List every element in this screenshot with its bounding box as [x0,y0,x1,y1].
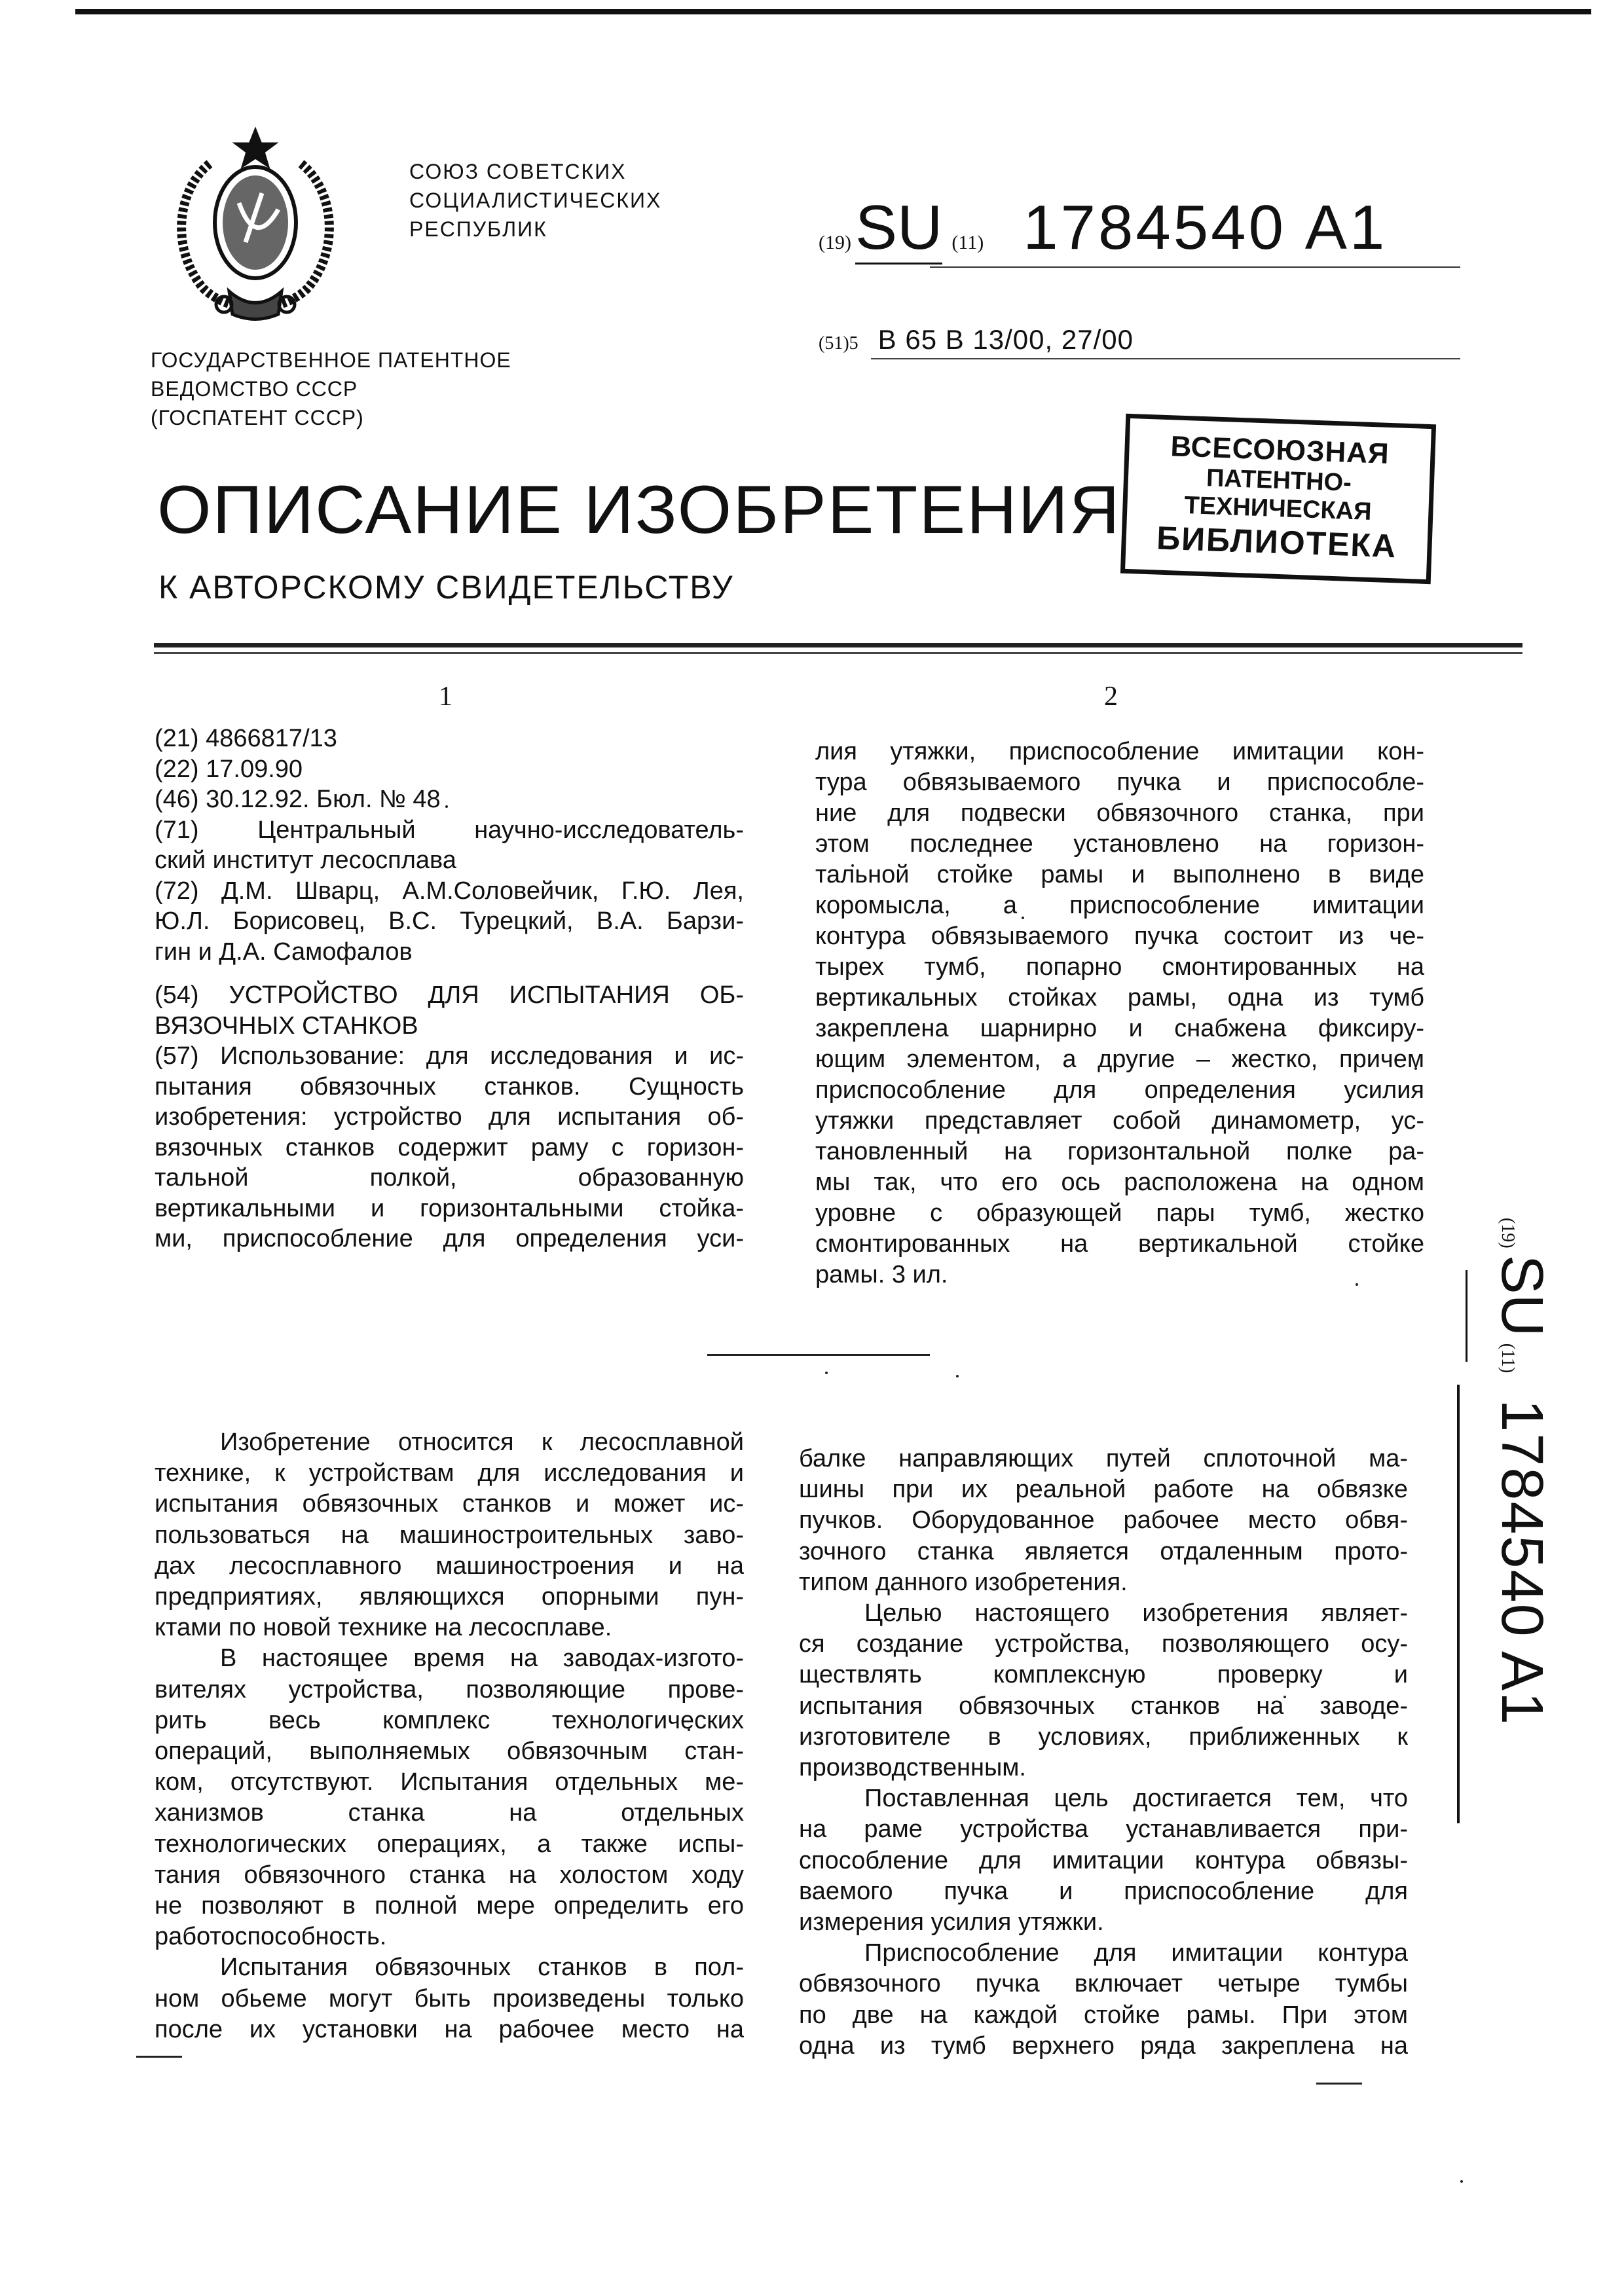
text-line: тырех тумб, попарно смонтированных на [815,952,1424,983]
stamp-line: ВСЕСОЮЗНАЯ [1129,429,1431,472]
text-line: контура обвязываемого пучка состоит из че- [815,921,1424,952]
text-line: одна из тумб верхнего ряда закреплена на [799,2031,1408,2062]
text-line: изготовителе в условиях, приближенных к [799,1722,1408,1753]
kind-code: A1 [1305,192,1387,263]
bibliographic-data [155,723,744,1254]
text-line: шины при их реальной работе на обвязке [799,1474,1408,1505]
office-line: ГОСУДАРСТВЕННОЕ ПАТЕНТНОЕ [151,346,511,374]
text-line: смонтированных на вертикальной стойке [815,1229,1424,1260]
text-line: зочного станка является отдаленным прото- [799,1537,1408,1567]
text-line: (57) Использование: для исследования и ис- [155,1041,744,1072]
text-line: после их установки на рабочее место на [155,2014,744,2045]
text-line: мы так, что его ось расположена на одном [815,1167,1424,1198]
publication-code [819,196,1387,259]
ipc-classification [819,324,1134,355]
text-line: ществлять комплексную проверку и [799,1660,1408,1690]
text-line: ном обьеме могут быть произведены только [155,1984,744,2014]
text-line: типом данного изобретения. [799,1567,1408,1598]
column-end-mark [1316,2083,1362,2085]
description-right-column [799,1444,1408,2062]
scan-speck [688,1728,690,1731]
side-inid-11: (11) [1498,1343,1518,1374]
text-line: работоспособность. [155,1922,744,1952]
document-subtitle: К АВТОРСКОМУ СВИДЕТЕЛЬСТВУ [158,568,734,606]
scan-speck [851,864,854,867]
code-underline [930,266,1460,268]
abstract-left [155,1041,744,1254]
text-line: ющим элементом, а другие – жестко, причем [815,1044,1424,1075]
scan-speck [406,1971,409,1973]
field-46: (46) 30.12.92. Бюл. № 48 [155,784,744,815]
state-line: СОЦИАЛИСТИЧЕСКИХ [409,186,661,215]
side-country-code: SU [1489,1255,1555,1337]
text-line: не позволяют в полной мере определить его [155,1891,744,1922]
text-line: вязочных станков содержит раму с горизон- [155,1133,744,1163]
text-line: Поставленная цель достигается тем, что [799,1783,1408,1814]
field-71: ский институт лесосплава [155,845,744,876]
text-line: тановленный на горизонтальной полке ра- [815,1137,1424,1167]
text-line: дах лесосплавного машиностроения и на [155,1551,744,1582]
office-line: ВЕДОМСТВО СССР [151,374,511,403]
text-line: пользоваться на машиностроительных заво- [155,1520,744,1551]
text-line: Изобретение относится к лесосплавной [155,1427,744,1458]
text-line: балке направляющих путей сплоточной ма- [799,1444,1408,1474]
text-line: вителях устройства, позволяющие прове- [155,1675,744,1705]
text-line: операций, выполняемых обвязочным стан- [155,1736,744,1767]
text-line: по две на каждой стойке рамы. При этом [799,2000,1408,2031]
scan-speck [1460,2180,1463,2183]
field-72: Ю.Л. Борисовец, В.С. Турецкий, В.А. Барзи- [155,906,744,937]
field-54: (54) УСТРОЙСТВО ДЛЯ ИСПЫТАНИЯ ОБ- [155,980,744,1011]
text-line: тура обвязываемого пучка и приспособле- [815,767,1424,798]
text-line: ся создание устройства, позволяющего осу- [799,1629,1408,1660]
field-72: (72) Д.М. Шварц, А.М.Соловейчик, Г.Ю. Лея, [155,876,744,907]
text-line: Приспособление для имитации контура [799,1938,1408,1969]
scan-speck [445,805,448,808]
text-line: ваемого пучка и приспособление для [799,1876,1408,1907]
patent-office [151,346,511,432]
text-line: ханизмов станка на отдельных [155,1798,744,1829]
text-line: коромысла, а приспособление имитации [815,890,1424,921]
scan-speck [1356,1283,1358,1286]
field-21: (21) 4866817/13 [155,723,744,754]
stamp-line: ПАТЕНТНО-ТЕХНИЧЕСКАЯ [1127,462,1430,528]
text-line: испытания обвязочных станков и может ис- [155,1489,744,1520]
text-line: предприятиях, являющихся опорными пун- [155,1582,744,1613]
text-line: Испытания обвязочных станков в пол- [155,1952,744,1983]
side-inid-19: (19) [1498,1218,1518,1248]
text-line: вертикальных стойках рамы, одна из тумб [815,983,1424,1013]
field-54: ВЯЗОЧНЫХ СТАНКОВ [155,1011,744,1042]
text-line: рамы. 3 ил. [815,1260,1424,1290]
state-line: РЕСПУБЛИК [409,215,661,244]
text-line: рить весь комплекс технологических [155,1705,744,1736]
text-line: производственным. [799,1753,1408,1783]
header-rule [154,643,1522,647]
text-line: измерения усилия утяжки. [799,1907,1408,1938]
text-line: технике, к устройствам для исследования и [155,1458,744,1489]
description-left-column [155,1427,744,2045]
ipc-value: B 65 B 13/00, 27/00 [878,324,1134,355]
field-22: (22) 17.09.90 [155,754,744,785]
text-line: ктами по новой технике на лесосплаве. [155,1613,744,1643]
text-line: уровне с образующей пары тумб, жестко [815,1198,1424,1229]
side-patent-number: 1784540 [1489,1399,1555,1637]
text-line: утяжки представляет собой динамометр, ус- [815,1106,1424,1137]
document-title: ОПИСАНИЕ ИЗОБРЕТЕНИЯ [157,471,1121,549]
text-line: испытания обвязочных станков на заводе- [799,1691,1408,1722]
text-line: закреплена шарнирно и снабжена фиксиру- [815,1013,1424,1044]
scan-speck [1022,917,1024,919]
state-name [409,157,661,244]
text-line: этом последнее установлено на горизон- [815,829,1424,860]
scan-speck [1414,1067,1417,1070]
text-line: вертикальными и горизонтальными стойка- [155,1194,744,1224]
text-line: пучков. Оборудованное рабочее место обвя- [799,1505,1408,1536]
side-kind-code: A1 [1489,1651,1555,1726]
text-line: тальной стойке рамы и выполнено в виде [815,860,1424,890]
text-line: тания обвязочного станка на холостом ходу [155,1860,744,1891]
ipc-underline [871,358,1460,359]
field-72: гин и Д.А. Самофалов [155,937,744,968]
text-line: приспособление для определения усилия [815,1075,1424,1106]
inid-19: (19) [819,232,851,253]
text-line: изобретения: устройство для испытания об- [155,1102,744,1133]
country-code: SU [855,192,942,264]
text-line: В настоящее время на заводах-изгото- [155,1643,744,1674]
text-line: ми, приспособление для определения уси- [155,1224,744,1254]
scan-speck [825,1372,828,1374]
stamp-line: БИБЛИОТЕКА [1126,518,1428,566]
text-line: ком, отсутствуют. Испытания отдельных ме- [155,1767,744,1798]
text-line: тальной полкой, образованную [155,1163,744,1194]
text-line: Целью настоящего изобретения являет- [799,1598,1408,1629]
library-stamp [1120,414,1436,584]
text-line: технологических операциях, а также испы- [155,1829,744,1860]
text-line: ние для подвески обвязочного станка, при [815,798,1424,829]
patent-number: 1784540 [1023,192,1286,263]
inid-11: (11) [951,232,984,253]
inid-51: (51)5 [819,333,858,354]
state-line: СОЮЗ СОВЕТСКИХ [409,157,661,186]
abstract-right [815,737,1424,1290]
office-line: (ГОСПАТЕНТ СССР) [151,403,511,432]
text-line: обвязочного пучка включает четыре тумбы [799,1969,1408,1999]
text-line: пытания обвязочных станков. Сущность [155,1072,744,1102]
scan-speck [1283,1696,1286,1698]
text-line: лия утяжки, приспособление имитации кон- [815,737,1424,767]
column-number: 2 [1104,681,1118,712]
ussr-coat-of-arms-icon [164,118,347,327]
side-publication-code [1444,1218,1555,1820]
section-separator [707,1354,930,1356]
text-line: на раме устройства устанавливается при- [799,1814,1408,1845]
column-number: 1 [439,681,452,712]
top-rule [75,9,1591,14]
scan-speck [956,1375,959,1377]
text-line: способление для имитации контура обвязы- [799,1846,1408,1876]
field-71: (71) Центральный научно-исследователь- [155,815,744,846]
column-end-mark [136,2056,182,2058]
header-rule-thin [154,652,1522,654]
